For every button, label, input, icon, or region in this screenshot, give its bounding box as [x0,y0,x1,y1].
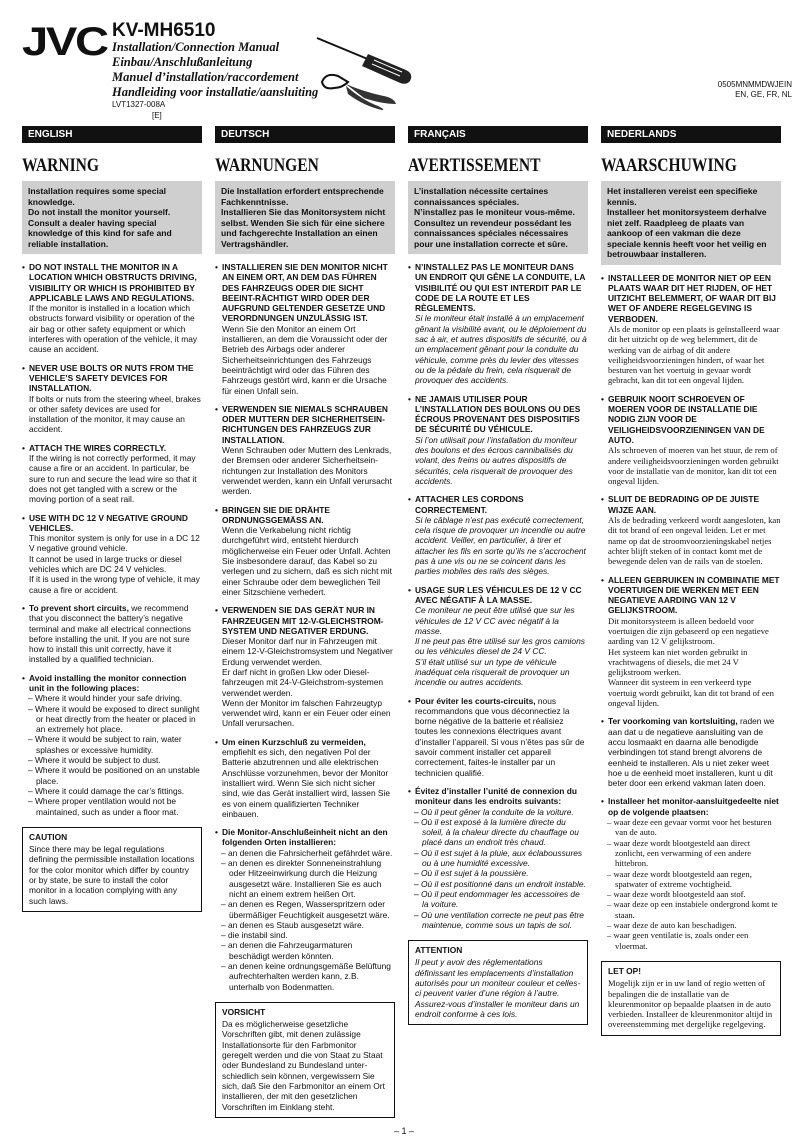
item-heading-text: Ter voorkoming van kortsluiting, [608,716,738,727]
warning-item [215,505,395,598]
item-body: Si le moniteur était installé à un emplacement gênant la visibilité avant, ou le déploiement du sac à air, et autres dispositifs de sécurité, ou à un emplacement gênant pour la conduite du véhicule, comme près du levier des vitesses ou de la pédale du frein, cela risquerait de provoquer des accidents. [415,313,587,386]
caution-box [215,1002,395,1118]
list-item: – waar deze wordt blootgesteld aan direct zonlicht, een verwarming of een andere hittebron. [607,837,752,869]
item-heading [22,363,202,394]
item-body: Si le câblage n’est pas exécuté correctement, cela risque de provoquer un incendie ou autre accident. Veiller, en particulier, à tirer et attacher les fils en sorte qu’ils ne s’accrochent pas à une vis ou ne se coincent dans les parties mobiles des rails des sièges. [415,514,586,577]
caution-text: Da es möglicherweise gesetzliche Vorschriften gibt, mit denen zulässige Installationsorte für den Farbmonitor geregelt werden und die von Staat zu Staat oder Bundesland zu Bundesland unter-schiedlich sein können, vergewissern Sie sich, daß Sie den Farbmonitor an einem Ort installieren, der mit den gesetzlichen Vorschriften im Einklang steht. [222,1019,385,1112]
item-inline-text: nous recommandons que vous déconnectiez la borne négative de la batterie et réalisiez toutes les connexions électriques avant d’installer l’appareil. Si vous n’êtes pas sûr de savoir comment installer cet appareil correctement, faites-le installer par un technicien qualifié. [415,695,585,778]
title-nl: Handleiding voor installatie/aansluiting [112,85,319,99]
item-heading-text: VERWENDEN SIE DAS GERÄT NUR IN FAHRZEUGEN MIT 12-V-GLEICHSTROM-SYSTEM UND NEGATIVER ERDUNG. [222,605,384,636]
item-body: Wenn die Verkabelung nicht richtig durchgeführt wird, entsteht hierdurch möglicherweise ein Feuer oder Unfall. Achten Sie insbesondere darauf, das Kabel so zu verlegen und zu sichern, daß es sich nicht mit einer Schraube oder dem beweglichen Teil einer Sitzschiene verhedert. [222,525,392,597]
bullet-icon: • [215,403,218,414]
bullet-icon: • [601,574,604,585]
item-heading-text: Die Monitor-Anschlußeinheit nicht an den folgenden Orten installieren: [222,827,388,848]
list-item: – waar geen ventilatie is, zoals onder een vloermat. [607,930,749,951]
list-item: – waar deze de auto kan beschadigen. [607,920,737,931]
item-heading [22,603,202,665]
title-fr: Manuel d’installation/raccordement [112,70,299,84]
item-heading [215,505,395,526]
item-body: Dit monitorsysteem is alleen bedoeld voor voertuigen die zijn gebaseerd op een negatieve aarding van 12 V gelijkstroom. Het systeem kan niet worden gebruikt in vrachtwagens of diesels, die met 24 V gelijkstroom werken. Wanneer dit systeem in een verkeerd type voertuig wordt gebruikt, kan dit tot brand of een ongeval lijden. [608,615,774,709]
list-item: – Où il peut endommager les accessoires de la voiture. [414,888,580,910]
list-item: – Où il est sujet à la pluie, aux éclaboussures ou à une humidité excessive. [414,847,583,869]
list-item: – Où il est exposé à la lumière directe du soleil, à la chaleur directe du chauffage ou placé dans un endroit très chaud. [414,816,579,848]
bullet-icon: • [408,393,411,404]
warning-item [601,796,781,950]
caution-text: Since there may be legal regulations defining the permissible installation locations for the color monitor which differ by country or by state, be sure to install the color monitor in a location complying with any such laws. [29,844,195,906]
warning-item [22,443,202,505]
list-item: – Où une ventilation correcte ne peut pas être maintenue, comme sous un tapis de sol. [414,909,584,930]
item-body: Als schroeven of moeren van het stuur, de rem of andere veiligheidsvoorzieningen worden gebruikt voor de installatie van de monitor, kan dit tot een ongeval lijden. [608,445,779,487]
list-item: – Where it would hinder your safe driving. [28,693,183,704]
list-item: – an denen es direkter Sonneneinstrahlung oder Hitzeeinwirkung durch die Heizung ausgesetzt wäre. Installieren Sie es auch nicht an einem extrem heißen Ort. [221,858,382,899]
list-item: – Where it would be subject to rain, water splashes or excessive humidity. [28,734,182,755]
bullet-icon: • [215,262,218,272]
bullet-icon: • [22,262,25,272]
item-heading-text: ATTACH THE WIRES CORRECTLY. [29,442,167,453]
item-heading-text: NEVER USE BOLTS OR NUTS FROM THE VEHICLE’S SAFETY DEVICES FOR INSTALLATION. [29,362,194,394]
bullet-icon: • [22,602,25,613]
document-header [22,20,792,120]
item-heading-text: Installeer het monitor-aansluitgedeelte niet op de volgende plaatsen: [608,796,779,817]
list-item: – Où il peut gêner la conduite de la voiture. [414,806,574,817]
warning-item [408,786,588,930]
item-heading [408,494,588,515]
item-heading-text: INSTALLIEREN SIE DEN MONITOR NICHT AN EINEM ORT, AN DEM DAS FÜHREN DES FAHRZEUGS ODER DIE SICHT BEEINT-RÄCHTIGT WIRD ODER DER AUFGRUND GELTENDER GESETZE UND VERORDNUNGEN UNZULÄSSIG IST. [222,262,388,324]
item-heading-text: N’INSTALLEZ PAS LE MONITEUR DANS UN ENDROIT QUI GÊNE LA CONDUITE, LA VISIBILITÉ OU QUI EST INTERDIT PAR LE CODE DE LA ROUTE ET LES RÈGLEMENTS. [415,262,586,314]
bullet-icon: • [601,796,604,807]
warning-heading: AVERTISSEMENT [408,155,541,176]
warning-item [215,605,395,729]
item-heading [408,262,588,313]
column-en [22,126,202,1116]
bullet-icon: • [215,504,218,515]
item-heading [601,494,781,515]
intro-box: Installation requires some special knowledge. Do not install the monitor yourself. Consult a dealer having special knowledge of this kind for safe and reliable installation. [22,181,202,254]
item-body: Si l’on utilisait pour l’installation du moniteur des boulons et des écrous cannibalisés du volant, des freins ou autres dispositifs de sécurités, cela risquerait de provoquer des accidents. [415,434,577,486]
bullet-icon: • [215,736,218,747]
column-fr [408,126,588,1116]
item-heading [22,513,202,534]
print-code: 0505MNMMDWJEIN [717,80,792,89]
warning-item [215,262,395,396]
item-heading [215,827,395,848]
bullet-icon: • [215,827,218,838]
title-de: Einbau/Anschlußanleitung [112,55,253,69]
item-heading [601,273,781,324]
warning-item [601,394,781,487]
warning-item [408,696,588,778]
item-heading [215,605,395,636]
caution-box [22,827,202,912]
intro-box: L’installation nécessite certaines connaissances spéciales. N’installez pas le moniteur vous-même. Consultez un revendeur possédant les connaissances spéciales nécessaires pour une installation correcte et sûre. [408,181,588,254]
region-code: [E] [152,111,162,120]
item-heading [22,262,202,303]
item-body: Dieser Monitor darf nur in Fahrzeugen mit einem 12-V-Gleichstromsystem und Negativer Erdung verwendet werden. Er darf nicht in großen Lkw oder Diesel-fahrzeugen mit 24-V-Gleichstrom-systemen verwendet werden. Wenn der Monitor im falschen Fahrzeugtyp verwendet wird, kann er ein Feuer oder einen Unfall verursachen. [222,636,393,729]
list-item: – Where it could damage the car’s fittings. [28,785,185,796]
item-body: If the wiring is not correctly performed, it may cause a fire or an accident. In particular, be sure to run and secure the lead wire so that it does not get tangled with a screw or the moving portion of a seat rail. [29,453,197,505]
list-item: – an denen es Staub ausgesetzt wäre. [221,919,364,930]
caution-title: LET OP! [608,965,642,976]
item-body: Als de bedrading verkeerd wordt aangesloten, kan dit tot brand of een ongeval leiden. Let er met name op dat de stroomvoorzieningskabel netjes achter blijft steken of in contact komt met de bewegende delen van de rails van de stoelen. [608,515,781,567]
item-heading-text: INSTALLEER DE MONITOR NIET OP EEN PLAATS WAAR DIT HET RIJDEN, OF HET UITZICHT BELEMMERT, OF WAAR DIT BIJ WET OF ANDERE REGELGEVING IS VERBODEN. [608,272,776,324]
warning-item [601,716,781,788]
manual-titles [112,40,318,100]
item-heading [408,786,588,807]
warning-item [22,513,202,595]
bullet-icon: • [601,272,604,283]
warning-item [215,404,395,497]
item-heading [408,696,588,778]
bullet-icon: • [408,695,411,706]
item-heading-text: Avoid installing the monitor connection unit in the following places: [29,672,187,693]
list-item: – Where proper ventilation would not be maintained, such as under a floor mat. [28,796,179,817]
warning-heading: WARNING [22,155,100,176]
warning-item [601,273,781,386]
column-nl [601,126,781,1116]
warning-item [408,394,588,487]
item-heading-text: To prevent short circuits, [29,602,129,613]
item-heading-text: USAGE SUR LES VÉHICULES DE 12 V CC AVEC NÉGATIF À LA MASSE. [415,584,582,605]
item-heading-text: Pour éviter les courts-circuits, [415,695,536,706]
list-item: – waar deze op een instabiele ondergrond komt te staan. [607,899,778,920]
warning-item [408,494,588,576]
item-inline-text: we recommend that you disconnect the battery’s negative terminal and make all electrical connections before installing the unit. If you are not sure how to install this unit correctly, have it installed by a qualified technician. [29,602,191,665]
model-number: KV-MH6510 [112,20,216,41]
item-heading-text: DO NOT INSTALL THE MONITOR IN A LOCATION WHICH OBSTRUCTS DRIVING, VISIBILITY OR WHICH IS PROHIBITED BY APPLICABLE LAWS AND REGULATIONS. [29,262,197,303]
column-de [215,126,395,1116]
warning-item [408,262,588,386]
bullet-icon: • [408,262,411,272]
item-body: If bolts or nuts from the steering wheel, brakes or other safety devices are used for installation of the monitor, it may cause an accident. [29,393,201,435]
warning-item [22,603,202,665]
item-heading-text: ATTACHER LES CORDONS CORRECTEMENT. [415,494,524,515]
item-heading [215,404,395,445]
bullet-icon: • [22,512,25,523]
bullet-icon: • [601,393,604,404]
list-item: – waar deze wordt blootgesteld aan regen, spatwater of extreme vochtigheid. [607,868,752,889]
item-heading [601,575,781,616]
item-body: Ce moniteur ne peut être utilisé que sur les véhicules de 12 V CC avec négatif à la masse. Il ne peut pas être utilisé sur les gros camions ou les véhicules diesel de 24 V CC. S’il était utilisé sur un type de véhicule inadéquat cela risquerait de provoquer un incendie ou autres accidents. [415,605,585,688]
list-item: – Où il est sujet à la poussière. [414,868,529,879]
warning-item [408,585,588,688]
page-number: – 1 – [393,1126,415,1136]
bullet-icon: • [601,494,604,505]
list-item: – an denen es Regen, Wasserspritzern oder übermäßiger Feuchtigkeit ausgesetzt wäre. [221,899,390,920]
language-bar: ENGLISH [22,126,202,143]
item-heading [408,585,588,606]
item-heading [601,394,781,445]
item-heading [215,737,395,819]
list-item: – an denen keine ordnungsgemäße Belüftung aufrechterhalten werden kann, z.B. unterhalb von Bodenmatten. [221,961,391,992]
bullet-icon: • [408,584,411,595]
warning-item [215,827,395,992]
item-heading-text: Um einen Kurzschluß zu vermeiden, [222,736,366,747]
item-heading [601,716,781,788]
caution-title: ATTENTION [415,945,463,956]
item-body: Wenn Sie den Monitor an einem Ort installieren, an dem die Voraussicht oder der Betrieb des Airbags oder anderer Sicherheitseinrichtungen des Fahrzeugs beeinträchtigt wird oder das Führen des Fahrzeugs gestört wird, kann er die Ursache für einen Unfall sein. [222,323,388,396]
bullet-icon: • [408,494,411,505]
bullet-icon: • [408,785,411,796]
item-heading [408,394,588,435]
intro-box: Het installeren vereist een specifieke kennis. Installeer het monitorsysteem derhalve niet zelf. Raadpleeg de plaats van aankoop of een vakman die deze speciale kennis heeft voor het veilig en betrouwbaar installeren. [601,181,781,265]
list-item: – waar deze wordt blootgesteld aan stof. [607,889,746,900]
print-codes [718,80,792,100]
screwdriver-icon [317,38,411,84]
caution-box [408,940,588,1025]
list-item: – die instabil sind. [221,930,288,941]
item-heading-text: GEBRUIK NOOIT SCHROEVEN OF MOEREN VOOR DE INSTALLATIE DIE NODIG ZIJN VOOR DE VEILIGHEIDSVOORZIENINGEN VAN DE AUTO. [608,393,765,445]
list-item: – an denen die Fahrsicherheit gefährdet wäre. [221,847,393,858]
warning-heading: WARNUNGEN [215,155,319,176]
list-item: – Where it would be exposed to direct sunlight or heat directly from the heater or placed in an extremely hot place. [28,703,200,735]
item-heading [215,262,395,324]
caution-text: Il peut y avoir des réglementations définissant les emplacements d’installation autorisés pour un moniteur couleur et celles-ci peuvent varier d’une région à l’autre. Assurez-vous d’installer le moniteur dans un endroit conforme à ces lois. [415,957,581,1019]
language-bar: NEDERLANDS [601,126,781,143]
bullet-icon: • [601,716,604,727]
caution-title: VORSICHT [222,1006,266,1017]
item-heading-text: NE JAMAIS UTILISER POUR L’INSTALLATION DES BOULONS OU DES ÉCROUS PROVENANT DES DISPOSITIFS DE SÉCURITÉ DU VÉHICULE. [415,393,581,435]
item-body: If the monitor is installed in a location which obstructs forward visibility or operation of the air bag or other safety equipment or which interferes with operation of the vehicle, it may cause an accident. [29,303,198,355]
list-item: – Where it would be subject to dust. [28,755,161,766]
language-columns [22,126,792,1116]
item-body: Als de monitor op een plaats is geïnstalleerd waar dit het uitzicht op de weg belemmert, dit de werking van de airbag of dit andere veiligheidsvoorzieningen hindert, of waar het besturen van het voertuig in gevaar wordt gebracht, kan dit tot een ongeval lijden. [608,323,780,386]
item-inline-text: raden we aan dat u de negatieve aansluiting van de accu losmaakt en daarna alle benodigde verbindingen tot stand brengt alvorens de eenheid te installeren. Als u niet zeker weet hoe u de eenheid moet installeren, kunt u dit beter door een erkend vakman laten doen. [608,716,775,789]
jvc-logo: JVC [22,20,107,64]
warning-item [22,363,202,435]
caution-title: CAUTION [29,831,68,842]
language-bar: DEUTSCH [215,126,395,143]
list-item: – Where it would be positioned on an unstable place. [28,765,200,786]
warning-item [22,262,202,355]
warning-item [22,673,202,817]
item-inline-text: empfiehlt es sich, den negativen Pol der Batterie abzutrennen und alle elektrischen Anschlüsse vorzunehmen, bevor der Monitor installiert wird. Wenn Sie sich nicht sicher sind, wie das Gerät installiert wird, lassen Sie es von einem qualifizierten Techniker einbauen. [222,747,391,819]
bullet-icon: • [22,672,25,683]
tools-illustration [312,30,422,110]
bullet-icon: • [22,362,25,373]
item-heading [22,443,202,453]
item-heading-text: VERWENDEN SIE NIEMALS SCHRAUBEN ODER MUTTERN DER SICHERHEITSEIN-RICHTUNGEN DES FAHRZEUGS ZUR INSTALLATION. [222,403,388,445]
bullet-icon: • [22,442,25,453]
intro-box: Die Installation erfordert entsprechende Fachkenntnisse. Installieren Sie das Monitorsystem nicht selbst. Wenden Sie sich für eine sichere und fachgerechte Installation an einen Vertragshändler. [215,181,395,254]
item-heading-text: ALLEEN GEBRUIKEN IN COMBINATIE MET VOERTUIGEN DIE WERKEN MET EEN NEGATIEVE AARDING VAN 12 V GELIJKSTROOM. [608,574,780,616]
pliers-icon [322,75,396,110]
item-heading [601,796,781,817]
language-codes: EN, GE, FR, NL [735,90,792,99]
language-bar: FRANÇAIS [408,126,588,143]
item-body: This monitor system is only for use in a DC 12 V negative ground vehicle. It cannot be used in large trucks or diesel vehicles which are DC 24 V vehicles. If it is used in the wrong type of vehicle, it may cause a fire or accident. [29,533,200,595]
item-heading-text: SLUIT DE BEDRADING OP DE JUISTE WIJZE AAN. [608,494,760,515]
title-en: Installation/Connection Manual [112,40,280,54]
warning-item [215,737,395,819]
item-heading-text: BRINGEN SIE DIE DRÄHTE ORDNUNGSGEMÄSS AN. [222,504,330,525]
document-code: LVT1327-008A [112,100,166,109]
list-item: – Où il est positionné dans un endroit instable. [414,878,586,889]
caution-box [601,961,781,1036]
list-item: – an denen die Fahrzeugarmaturen beschädigt werden könnten. [221,940,353,961]
item-heading-text: Évitez d’installer l’unité de connexion du moniteur dans les endroits suivants: [415,785,577,807]
warning-item [601,494,781,566]
list-item: – waar deze een gevaar vormt voor het besturen van de auto. [607,817,772,838]
item-heading-text: USE WITH DC 12 V NEGATIVE GROUND VEHICLES. [29,512,188,533]
warning-heading: WAARSCHUWING [601,155,737,176]
warning-item [601,575,781,709]
caution-text: Mogelijk zijn er in uw land of regio wetten of bepalingen die de installatie van de kleurenmonitor op bepaalde plaatsen in de auto verbieden. Installeer de kleurenmonitor altijd in overeenstemming met dergelijke regelgeving. [608,978,773,1030]
item-heading [22,673,202,694]
bullet-icon: • [215,605,218,616]
item-body: Wenn Schrauben oder Muttern des Lenkrads, der Bremsen oder anderer Sicherheitsein-richtungen zur Installation des Monitors verwendet werden, kann ein Unfall verursacht werden. [222,445,392,497]
